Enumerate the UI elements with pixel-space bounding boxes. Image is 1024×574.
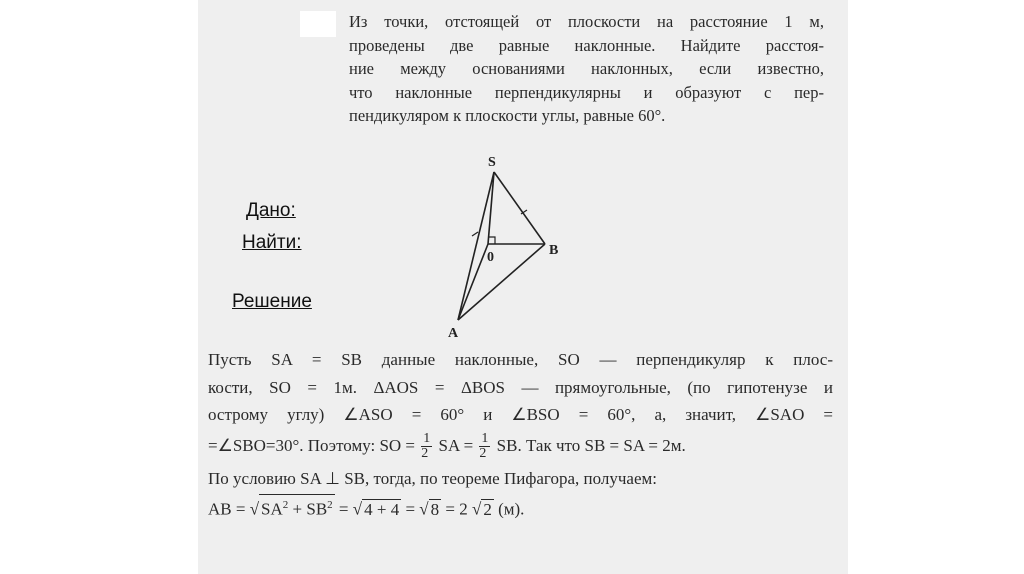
formula-part: = 2 xyxy=(445,499,468,519)
edge-SA xyxy=(458,172,494,320)
solution-line: острому углу) ∠ASO = 60° и ∠BSO = 60°, а, значит, ∠SAO = xyxy=(208,405,833,424)
solution-heading: Решение xyxy=(232,291,312,312)
fraction-denominator: 2 xyxy=(421,446,429,462)
problem-line: ние между основаниями наклонных, если известно, xyxy=(349,59,824,78)
label-B: B xyxy=(549,243,559,258)
label-O: 0 xyxy=(487,250,494,265)
problem-line: что наклонные перпендикулярны и образуют с пер- xyxy=(349,82,824,102)
solution-formula: AB = √ $SA^2 + SB^2$ = √ 4 + 4 = √ 8 = 2 √ 2 (м). xyxy=(208,494,833,523)
radicand xyxy=(259,494,335,520)
given-heading: Дано: xyxy=(246,200,296,221)
solution-text xyxy=(208,346,833,523)
solution-text-part: SA = xyxy=(438,435,474,455)
solution-text-part: =∠SBO=30°. Поэтому: SO = xyxy=(208,435,416,455)
fraction-denominator: 2 xyxy=(479,446,487,462)
solution-line: кости, SO = 1м. ΔAOS = ΔBOS — прямоугольные, (по гипотенузе и xyxy=(208,377,833,397)
fraction-half xyxy=(421,432,432,461)
radicand: 4 + 4 xyxy=(364,499,400,519)
fraction-half xyxy=(479,432,490,461)
problem-line: пендикуляром к плоскости углы, равные 60°. xyxy=(349,106,666,125)
radicand: 2 xyxy=(483,499,492,519)
edge-SB xyxy=(494,172,545,244)
solution-line xyxy=(208,429,833,463)
solution-text-part: SB. Так что SB = SA = 2м. xyxy=(496,435,686,455)
solution-line: По условию SA ⊥ SB, тогда, по теореме Пифагора, получаем: xyxy=(208,468,657,488)
solution-line: Пусть SA = SB данные наклонные, SO — перпендикуляр к плос- xyxy=(208,350,833,369)
formula-part: = xyxy=(405,499,416,519)
fraction-numerator: 1 xyxy=(481,431,489,447)
formula-part: AB = xyxy=(208,499,246,519)
label-A: A xyxy=(448,326,459,341)
fraction-numerator: 1 xyxy=(423,431,431,447)
radicand-part: + SB xyxy=(288,499,328,519)
edge-AB xyxy=(458,244,545,320)
problem-line: проведены две равные наклонные. Найдите расстоя- xyxy=(349,35,824,55)
exponent: 2 xyxy=(327,499,333,511)
label-S: S xyxy=(488,155,496,170)
radicand: 8 xyxy=(430,499,440,519)
find-heading: Найти: xyxy=(242,232,302,253)
tick-mark xyxy=(472,232,478,236)
formula-part: (м). xyxy=(498,499,525,519)
exponent: 2 xyxy=(282,499,289,511)
radicand-part: SA xyxy=(261,499,283,519)
problem-line: Из точки, отстоящей от плоскости на расстояние 1 м, xyxy=(349,12,824,31)
formula-part: = xyxy=(338,499,349,519)
